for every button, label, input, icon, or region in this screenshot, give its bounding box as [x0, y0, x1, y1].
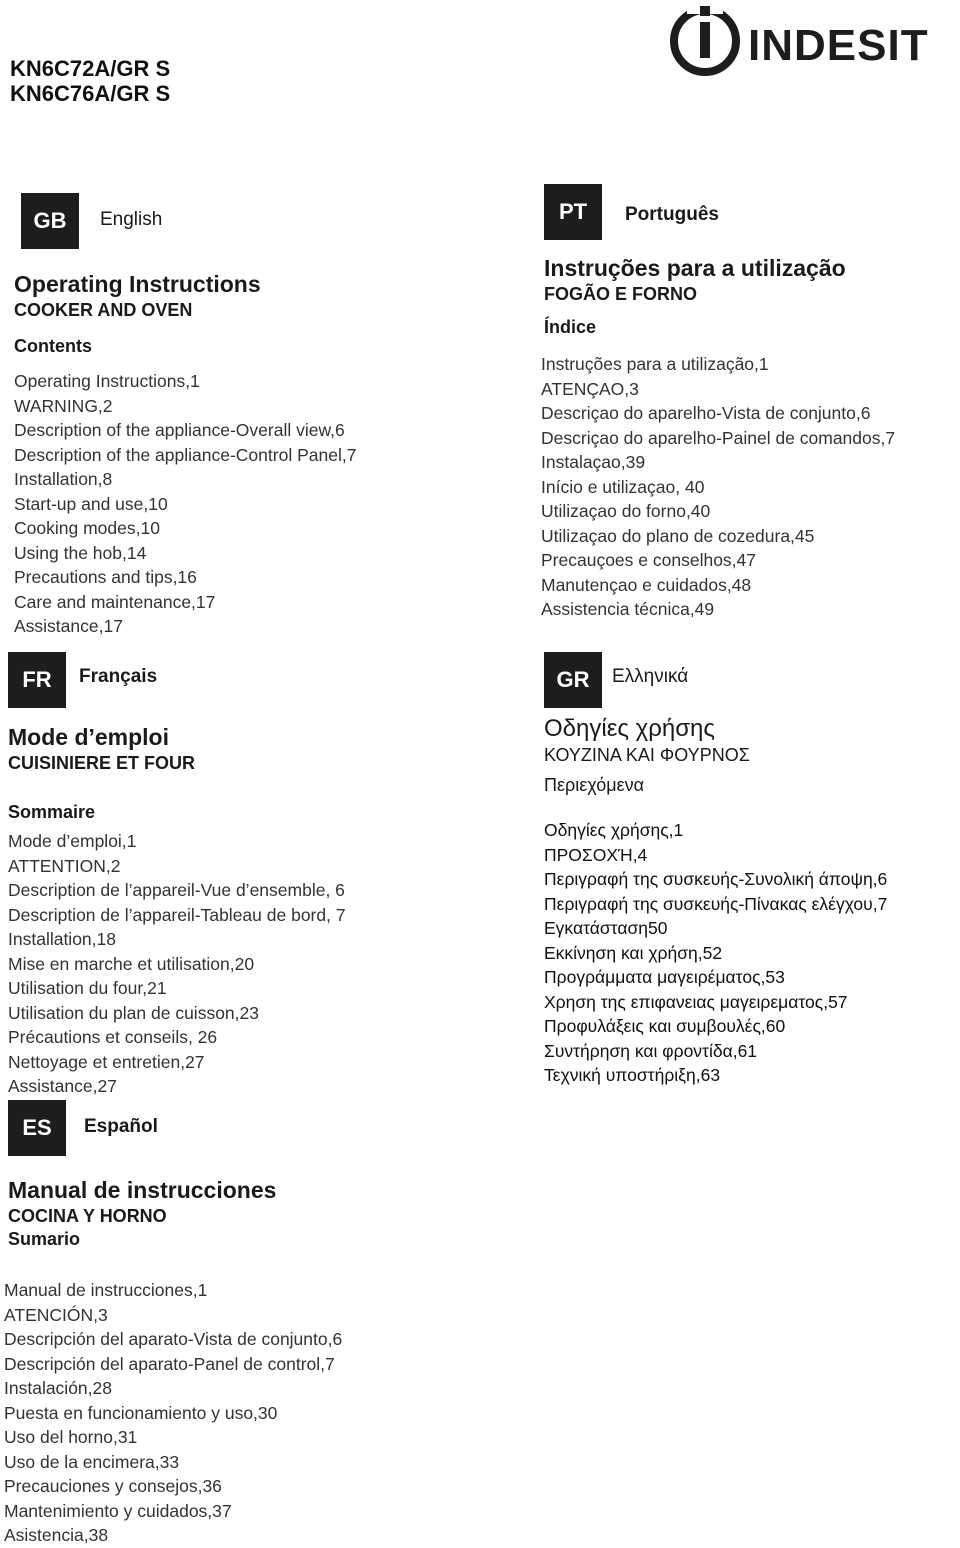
list-item: Manutençao e cuidados,48 — [541, 574, 752, 595]
list-item: Utilizaçao do forno,40 — [541, 501, 711, 521]
language-badge-pt: PT — [544, 184, 602, 240]
list-item: Instalación,28 — [4, 1378, 112, 1398]
section-title-gb: Operating Instructions — [14, 271, 261, 297]
list-item: Cooking modes,10 — [14, 518, 160, 538]
list-item: Οδηγίες χρήσης,1 — [544, 820, 684, 840]
section-title-fr: Mode d’emploi — [8, 724, 169, 750]
list-item: Description of the appliance-Overall view,6 — [14, 420, 345, 440]
section-title-gr: Οδηγίες χρήσης — [544, 715, 715, 742]
list-item: Precauciones y consejos,36 — [4, 1476, 222, 1496]
list-item: Περιγραφή της συσκευής-Πίνακας ελέγχου,7 — [544, 893, 888, 914]
list-item: Description de l’appareil-Tableau de bord, 7 — [8, 904, 346, 925]
list-item: Précautions et conseils, 26 — [8, 1027, 218, 1047]
list-item: Uso del horno,31 — [4, 1427, 138, 1447]
list-item: Installation,18 — [8, 929, 116, 949]
list-item: Asistencia,38 — [4, 1525, 109, 1545]
list-item: Description of the appliance-Control Panel,7 — [14, 444, 357, 465]
list-item: Care and maintenance,17 — [14, 591, 216, 612]
list-item: Operating Instructions,1 — [14, 371, 200, 391]
list-item: Início e utilizaçao, 40 — [541, 476, 705, 497]
list-item: Εκκίνηση και χρήση,52 — [544, 942, 723, 963]
list-item: Τεχνική υποστήριξη,63 — [544, 1065, 721, 1085]
list-item: Utilisation du plan de cuisson,23 — [8, 1002, 259, 1023]
list-item: Description de l’appareil-Vue d’ensemble, 6 — [8, 880, 345, 900]
list-item: Nettoyage et entretien,27 — [8, 1051, 205, 1072]
language-badge-fr: FR — [8, 652, 66, 708]
section-subtitle-gr: ΚΟΥΖΙΝΑ ΚΑΙ ΦΟΥΡΝΟΣ — [544, 745, 750, 765]
model-numbers — [10, 56, 170, 106]
list-item: Εγκατάσταση50 — [544, 918, 668, 938]
contents-list-es — [4, 1278, 342, 1548]
contents-list-gb — [14, 369, 356, 639]
language-name-fr: Français — [79, 666, 158, 687]
contents-label-gb: Contents — [14, 336, 92, 356]
section-title-pt: Instruções para a utilização — [544, 255, 846, 281]
list-item: Puesta en funcionamiento y uso,30 — [4, 1402, 278, 1423]
language-badge-es: ES — [8, 1100, 66, 1156]
list-item: Start-up and use,10 — [14, 493, 168, 514]
language-name-es: Español — [84, 1116, 158, 1137]
list-item: ATENCIÓN,3 — [4, 1304, 108, 1325]
list-item: Χρηση της επιφανειας μαγειρεματος,57 — [544, 991, 848, 1012]
list-item: ΠΡΟΣΟΧΉ,4 — [544, 844, 648, 865]
list-item: Προφυλάξεις και συμβουλές,60 — [544, 1016, 786, 1036]
contents-label-es: Sumario — [8, 1229, 81, 1249]
brand-name: INDESIT — [748, 21, 929, 70]
list-item: Uso de la encimera,33 — [4, 1451, 180, 1472]
list-item: Instalaçao,39 — [541, 452, 646, 472]
language-name-pt: Português — [625, 204, 719, 225]
section-subtitle-es: COCINA Y HORNO — [8, 1206, 167, 1226]
section-subtitle-gb: COOKER AND OVEN — [14, 300, 193, 320]
list-item: Descriçao do aparelho-Vista de conjunto,6 — [541, 403, 871, 423]
list-item: Precauçoes e conselhos,47 — [541, 550, 756, 570]
list-item: Descriçao do aparelho-Painel de comandos,7 — [541, 427, 896, 448]
language-badge-gr: GR — [544, 652, 602, 708]
model-number-1: KN6C72A/GR S — [10, 56, 171, 81]
list-item: Utilisation du four,21 — [8, 978, 167, 998]
list-item: Descripción del aparato-Vista de conjunto,6 — [4, 1329, 343, 1349]
contents-list-pt — [541, 352, 895, 622]
list-item: Mode d’emploi,1 — [8, 831, 137, 851]
indesit-logo — [668, 4, 958, 78]
list-item: Περιγραφή της συσκευής-Συνολική άποψη,6 — [544, 869, 888, 889]
list-item: Συντήρηση και φροντίδα,61 — [544, 1040, 758, 1061]
list-item: Προγράμματα μαγειρέματος,53 — [544, 967, 785, 987]
list-item: Utilizaçao do plano de cozedura,45 — [541, 525, 815, 546]
list-item: Assistance,27 — [8, 1076, 117, 1096]
list-item: ATENÇAO,3 — [541, 378, 639, 399]
model-number-2: KN6C76A/GR S — [10, 81, 171, 106]
contents-label-pt: Índice — [544, 317, 597, 337]
section-title-es: Manual de instrucciones — [8, 1177, 277, 1203]
contents-label-gr: Περιεχόμενα — [544, 775, 645, 795]
language-name-gr: Ελληνικά — [612, 666, 689, 687]
list-item: Mantenimiento y cuidados,37 — [4, 1500, 232, 1521]
contents-label-fr: Sommaire — [8, 802, 96, 822]
list-item: Instruções para a utilização,1 — [541, 354, 769, 374]
list-item: Assistencia técnica,49 — [541, 599, 715, 619]
section-subtitle-pt: FOGÃO E FORNO — [544, 284, 697, 304]
list-item: Assistance,17 — [14, 616, 123, 636]
section-subtitle-fr: CUISINIERE ET FOUR — [8, 753, 196, 773]
contents-list-gr — [544, 818, 887, 1088]
list-item: Mise en marche et utilisation,20 — [8, 953, 255, 974]
language-name-gb: English — [100, 209, 163, 230]
list-item: Using the hob,14 — [14, 542, 147, 563]
contents-list-fr — [8, 829, 346, 1099]
language-badge-gb: GB — [21, 193, 79, 249]
list-item: ATTENTION,2 — [8, 855, 121, 876]
list-item: WARNING,2 — [14, 395, 113, 416]
list-item: Manual de instrucciones,1 — [4, 1280, 208, 1300]
list-item: Installation,8 — [14, 469, 113, 489]
list-item: Descripción del aparato-Panel de control,7 — [4, 1353, 335, 1374]
list-item: Precautions and tips,16 — [14, 567, 197, 587]
